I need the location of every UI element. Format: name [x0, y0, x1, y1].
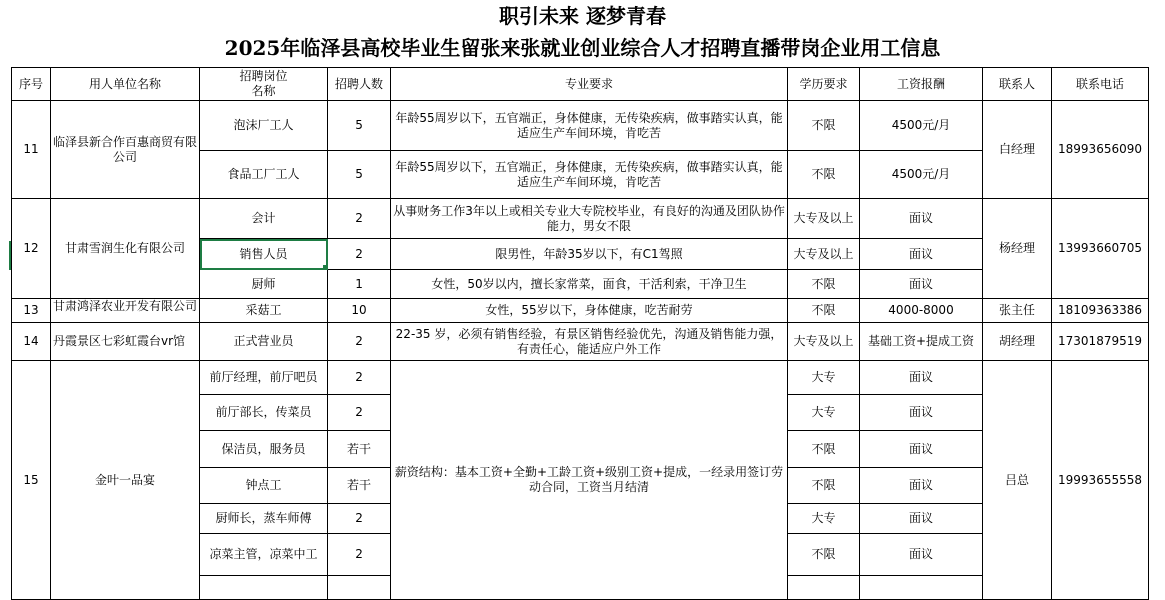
position-cell[interactable]: 厨师长，蒸车师傅	[200, 504, 328, 534]
education-cell[interactable]: 大专	[788, 504, 860, 534]
header-requirement[interactable]: 专业要求	[391, 68, 788, 101]
header-row	[12, 68, 1149, 101]
company-cell[interactable]: 甘肃鸿泽农业开发有限公司	[51, 299, 200, 323]
education-cell[interactable]: 不限	[788, 270, 860, 299]
education-cell[interactable]: 不限	[788, 431, 860, 468]
requirement-cell[interactable]: 女性，50岁以内，擅长家常菜，面食，干活利索，干净卫生	[391, 270, 788, 299]
education-cell[interactable]: 不限	[788, 299, 860, 323]
table-row	[12, 199, 1149, 239]
salary-cell[interactable]: 4500元/月	[860, 101, 983, 151]
count-cell[interactable]: 5	[328, 151, 391, 199]
count-cell[interactable]: 10	[328, 299, 391, 323]
salary-cell[interactable]: 面议	[860, 534, 983, 576]
recruitment-table	[11, 67, 1149, 600]
sheet-subtitle: 2025年临泽县高校毕业生留张来张就业创业综合人才招聘直播带岗企业用工信息	[224, 36, 941, 60]
table-row	[12, 299, 1149, 323]
education-cell[interactable]: 大专	[788, 361, 860, 395]
header-position[interactable]: 招聘岗位 名称	[200, 68, 328, 101]
seq-cell[interactable]: 11	[12, 101, 51, 199]
table-row	[12, 323, 1149, 361]
salary-cell[interactable]: 4500元/月	[860, 151, 983, 199]
company-cell[interactable]: 甘肃雪润生化有限公司	[51, 199, 200, 299]
table-row	[12, 101, 1149, 151]
phone-cell[interactable]: 19993655558	[1052, 361, 1149, 600]
contact-cell[interactable]: 杨经理	[983, 199, 1052, 299]
count-cell[interactable]: 若干	[328, 431, 391, 468]
count-cell[interactable]: 5	[328, 101, 391, 151]
education-cell[interactable]: 大专及以上	[788, 239, 860, 270]
count-cell[interactable]: 若干	[328, 468, 391, 504]
header-contact[interactable]: 联系人	[983, 68, 1052, 101]
salary-cell[interactable]	[860, 576, 983, 600]
salary-cell[interactable]: 面议	[860, 361, 983, 395]
count-cell[interactable]: 2	[328, 395, 391, 431]
seq-cell[interactable]: 12	[12, 199, 51, 299]
salary-cell[interactable]: 面议	[860, 504, 983, 534]
count-cell[interactable]: 1	[328, 270, 391, 299]
requirement-cell[interactable]: 年龄55周岁以下，五官端正，身体健康，无传染疾病，做事踏实认真，能适应生产车间环境，肯吃苦	[391, 101, 788, 151]
phone-cell[interactable]: 13993660705	[1052, 199, 1149, 299]
seq-cell[interactable]: 14	[12, 323, 51, 361]
contact-cell[interactable]: 张主任	[983, 299, 1052, 323]
salary-cell[interactable]: 面议	[860, 468, 983, 504]
education-cell[interactable]: 大专及以上	[788, 323, 860, 361]
salary-cell[interactable]: 面议	[860, 431, 983, 468]
position-cell[interactable]: 正式营业员	[200, 323, 328, 361]
requirement-cell[interactable]: 从事财务工作3年以上或相关专业大专院校毕业，有良好的沟通及团队协作能力，男女不限	[391, 199, 788, 239]
position-cell[interactable]: 泡沫厂工人	[200, 101, 328, 151]
position-cell[interactable]: 钟点工	[200, 468, 328, 504]
contact-cell[interactable]: 吕总	[983, 361, 1052, 600]
seq-cell[interactable]: 15	[12, 361, 51, 600]
requirement-cell[interactable]: 年龄55周岁以下，五官端正，身体健康，无传染疾病，做事踏实认真，能适应生产车间环境，肯吃苦	[391, 151, 788, 199]
company-cell[interactable]: 丹霞景区七彩虹霞台vr馆	[51, 323, 200, 361]
header-seq[interactable]: 序号	[12, 68, 51, 101]
header-education[interactable]: 学历要求	[788, 68, 860, 101]
requirement-cell[interactable]: 女性，55岁以下，身体健康，吃苦耐劳	[391, 299, 788, 323]
position-cell[interactable]: 凉菜主管，凉菜中工	[200, 534, 328, 576]
position-cell[interactable]: 厨师	[200, 270, 328, 299]
fill-handle[interactable]	[323, 265, 328, 270]
salary-cell[interactable]: 面议	[860, 199, 983, 239]
position-cell-label: 销售人员	[239, 246, 288, 261]
header-count[interactable]: 招聘人数	[328, 68, 391, 101]
count-cell[interactable]: 2	[328, 323, 391, 361]
contact-cell[interactable]: 胡经理	[983, 323, 1052, 361]
position-cell[interactable]: 前厅经理，前厅吧员	[200, 361, 328, 395]
header-salary[interactable]: 工资报酬	[860, 68, 983, 101]
salary-cell[interactable]: 基础工资+提成工资	[860, 323, 983, 361]
company-cell[interactable]: 临泽县新合作百惠商贸有限公司	[51, 101, 200, 199]
count-cell[interactable]: 2	[328, 361, 391, 395]
salary-cell[interactable]: 面议	[860, 239, 983, 270]
education-cell[interactable]	[788, 576, 860, 600]
education-cell[interactable]: 不限	[788, 468, 860, 504]
education-cell[interactable]: 不限	[788, 151, 860, 199]
count-cell[interactable]: 2	[328, 534, 391, 576]
requirement-cell[interactable]: 22-35 岁，必须有销售经验，有景区销售经验优先，沟通及销售能力强，有责任心，能适应户外工作	[391, 323, 788, 361]
position-cell[interactable]: 食品工厂工人	[200, 151, 328, 199]
education-cell[interactable]: 大专及以上	[788, 199, 860, 239]
education-cell[interactable]: 不限	[788, 101, 860, 151]
position-cell-selected[interactable]	[200, 239, 328, 270]
position-cell[interactable]: 前厅部长，传菜员	[200, 395, 328, 431]
salary-cell[interactable]: 4000-8000	[860, 299, 983, 323]
count-cell[interactable]: 2	[328, 239, 391, 270]
phone-cell[interactable]: 18993656090	[1052, 101, 1149, 199]
phone-cell[interactable]: 17301879519	[1052, 323, 1149, 361]
seq-cell[interactable]: 13	[12, 299, 51, 323]
sheet-title: 职引未来 逐梦青春	[499, 4, 666, 28]
education-cell[interactable]: 大专	[788, 395, 860, 431]
education-cell[interactable]: 不限	[788, 534, 860, 576]
salary-cell[interactable]: 面议	[860, 270, 983, 299]
position-cell[interactable]: 保洁员，服务员	[200, 431, 328, 468]
count-cell[interactable]: 2	[328, 199, 391, 239]
salary-cell[interactable]: 面议	[860, 395, 983, 431]
count-cell[interactable]: 2	[328, 504, 391, 534]
header-phone[interactable]: 联系电话	[1052, 68, 1149, 101]
company-cell[interactable]: 金叶一品宴	[51, 361, 200, 600]
position-cell[interactable]: 会计	[200, 199, 328, 239]
requirement-cell[interactable]: 限男性，年龄35岁以下，有C1驾照	[391, 239, 788, 270]
position-cell[interactable]	[200, 576, 328, 600]
contact-cell[interactable]: 白经理	[983, 101, 1052, 199]
requirement-cell[interactable]: 薪资结构：基本工资+全勤+工龄工资+级别工资+提成，一经录用签订劳动合同，工资当月结清	[391, 361, 788, 600]
position-cell[interactable]: 采菇工	[200, 299, 328, 323]
header-company[interactable]: 用人单位名称	[51, 68, 200, 101]
table-row	[12, 361, 1149, 395]
count-cell[interactable]	[328, 576, 391, 600]
phone-cell[interactable]: 18109363386	[1052, 299, 1149, 323]
